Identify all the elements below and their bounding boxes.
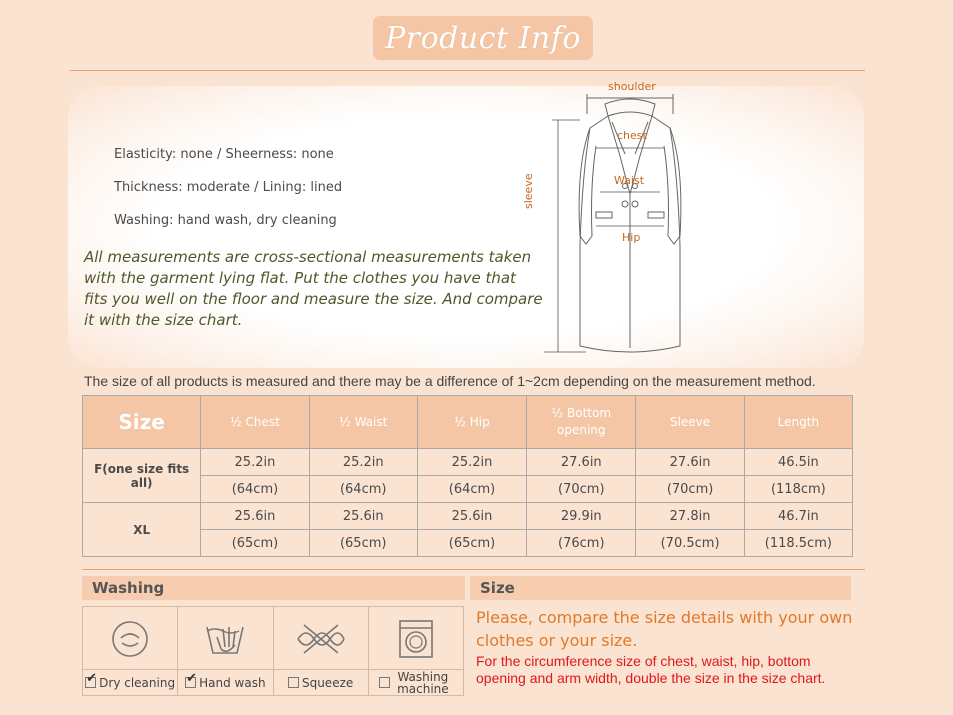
label-hip: Hip [622,231,641,244]
table-cell: 25.2in [201,449,309,476]
table-cell: 29.9in [527,503,636,530]
table-cell: 25.2in [417,449,526,476]
product-info-title [373,16,593,60]
size-compare-note: Please, compare the size details with your own clothes or your size. [476,608,853,650]
no-wring-icon [294,617,348,661]
wash-text-washing-machine: Washing machine [397,669,449,696]
measurement-disclaimer: The size of all products is measured and there may be a difference of 1~2cm depending on the measurement method. [84,373,816,389]
header-hip: ½ Hip [417,396,526,449]
table-row [83,503,853,530]
table-cell: (118.5cm) [744,530,852,557]
spec-washing: Washing: hand wash, dry cleaning [114,213,337,228]
washing-heading: Washing [82,576,465,600]
size-table-header [83,396,853,449]
row-size-f: F(one size fits all) [83,449,201,503]
table-cell: (65cm) [309,530,417,557]
table-cell: 27.6in [636,449,744,476]
table-divider [82,569,865,570]
table-cell: (64cm) [417,476,526,503]
checkbox-squeeze[interactable] [288,677,299,688]
table-cell: (70.5cm) [636,530,744,557]
row-size-xl: XL [83,503,201,557]
table-cell: 46.7in [744,503,852,530]
size-table [82,395,853,557]
wash-label-dry-cleaning [83,669,177,695]
table-cell: 46.5in [744,449,852,476]
table-cell: (76cm) [527,530,636,557]
spec-elasticity: Elasticity: none / Sheerness: none [114,147,334,162]
header-chest: ½ Chest [201,396,309,449]
title-divider [70,70,865,71]
label-chest: chest [617,129,647,142]
size-circumference-note: For the circumference size of chest, waist, hip, bottom opening and arm width, double the size in the size chart. [476,653,826,686]
wash-label-washing-machine [369,669,463,695]
table-cell: (70cm) [636,476,744,503]
table-cell: (64cm) [201,476,309,503]
header-length: Length [744,396,852,449]
size-heading: Size [470,576,851,600]
washing-grid [82,606,464,696]
header-bottom-opening: ½ Bottom opening [527,396,636,449]
product-info-title-text: Product Info [385,20,581,56]
dry-cleaning-icon [108,617,152,661]
wash-text-squeeze: Squeeze [301,675,354,690]
table-cell: (70cm) [527,476,636,503]
checkbox-washing-machine[interactable] [379,677,390,688]
wash-option-washing-machine [369,607,463,695]
label-shoulder: shoulder [608,80,656,93]
table-row [83,449,853,476]
header-waist: ½ Waist [309,396,417,449]
washing-machine-icon [394,617,438,661]
table-cell: 25.6in [309,503,417,530]
table-cell: 25.6in [417,503,526,530]
table-cell: (118cm) [744,476,852,503]
table-cell: 27.8in [636,503,744,530]
table-cell: (65cm) [201,530,309,557]
label-sleeve: sleeve [522,173,535,209]
table-cell: 25.2in [309,449,417,476]
wash-text-dry-cleaning: Dry cleaning [99,675,176,690]
table-cell: (64cm) [309,476,417,503]
measurement-note: All measurements are cross-sectional measurements taken with the garment lying flat. Put the clothes you have that fits you well on the floor and measure the size. And compare it with the size chart. [84,248,543,329]
label-waist: Waist [614,174,645,187]
table-cell: 25.6in [201,503,309,530]
header-sleeve: Sleeve [636,396,744,449]
hand-wash-icon [203,617,247,661]
checkbox-hand-wash[interactable] [185,677,196,688]
wash-option-hand-wash [178,607,273,695]
spec-thickness: Thickness: moderate / Lining: lined [114,180,343,195]
wash-option-dry-cleaning [83,607,178,695]
table-cell: (65cm) [417,530,526,557]
wash-label-hand-wash [178,669,272,695]
wash-label-squeeze [274,669,368,695]
wash-option-squeeze [274,607,369,695]
wash-text-hand-wash: Hand wash [199,675,266,690]
table-cell: 27.6in [527,449,636,476]
header-size: Size [83,396,201,449]
coat-diagram [530,76,710,366]
checkbox-dry-cleaning[interactable] [85,677,96,688]
